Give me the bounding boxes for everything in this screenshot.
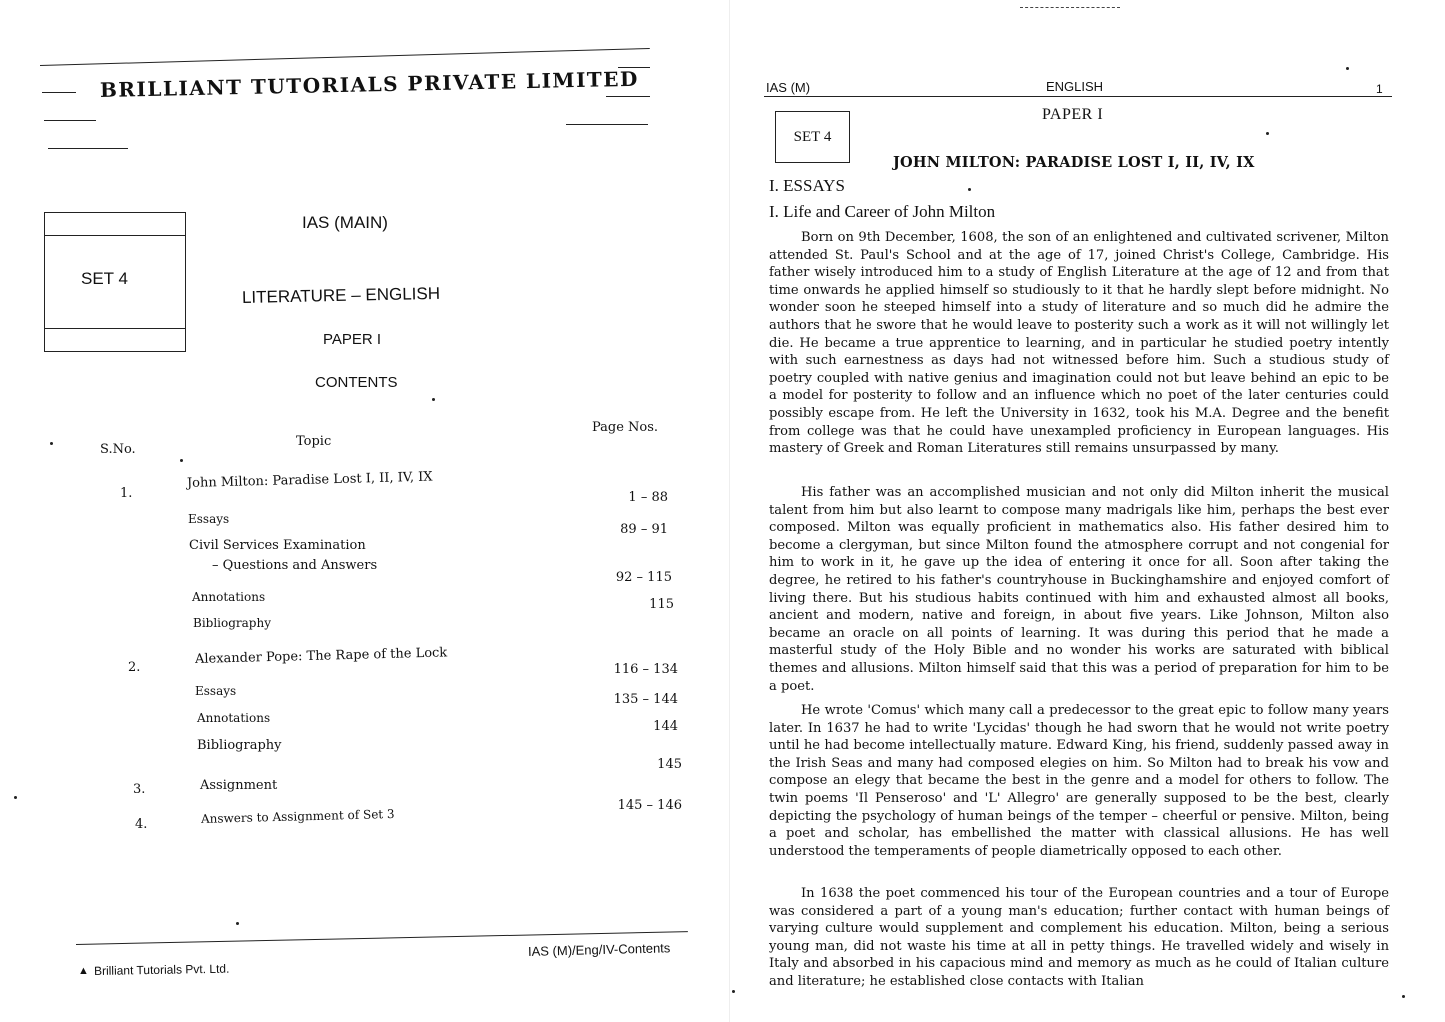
toc-section-title: Answers to Assignment of Set 3 <box>200 806 395 826</box>
rule-short-2 <box>44 120 96 121</box>
toc-item: Essays <box>195 684 237 698</box>
rule-short-1 <box>42 92 76 93</box>
speck <box>968 188 971 191</box>
toc-item: Annotations <box>197 711 271 725</box>
paper-title: PAPER I <box>323 331 382 348</box>
toc-section-title: Assignment <box>200 778 278 793</box>
body-paragraph: His father was an accomplished musician and not only did Milton inherit the musical talent from him but also learnt to compose many madrigals like him, perhaps the best ever composed. Milton was equally proficient in mathematics also. His father desired him to become a clergyman, but since Milton found the atmosphere corrupt and not congenial for him to work in it, he gave up the idea of entering it once for all. Soon after taking the degree, he retired to his father's countryhouse in Buckinghamshire and enjoyed comfort of living there. But his studious habits continued with him and exhausted almost all books, ancient and modern, native and foreign, in about five years. Like Johnson, Milton also became an oracle on all points of learning. It was during this period that he made a masterful study of the Holy Bible and no wonder his works are saturated with biblical themes and allusions. Milton himself said that this was a period of preparation for him to be a poet. <box>769 485 1389 694</box>
toc-pages: 92 – 115 <box>615 570 672 585</box>
rule-short-5 <box>566 124 648 125</box>
rule-short-3 <box>48 148 128 149</box>
speck <box>1346 67 1349 70</box>
toc-sno: 3. <box>133 782 146 797</box>
toc-pages: 89 – 91 <box>620 522 668 537</box>
body-paragraph: Born on 9th December, 1608, the son of an enlightened and cultivated scrivener, Milton attended St. Paul's School and at the age of 17, joined Christ's College, Cambridge. His father wisely introduced him to a study of English Literature at the age of 12 and from that time onwards he applied himself so studiously to it that he hardly slept before midnight. No wonder soon he steeped himself into a study of literature and so much did he admire the authors that he swore that he would leave to posterity such a work as it will not willingly let die. He became a true apprentice to learning, and in particular he studied poetry intently with such earnestness as days had not witnessed before him. Such a studious study of poetry coupled with native genius and imagination could not but leave behind an epic to be a model for posterity to follow and an influence which no poet of the later centuries could possibly escape from. He left the University in 1632, took his M.A. Degree and the benefit from college was that he could have unexampled proficiency in European languages. His mastery of Greek and Roman Literatures still remains unsurpassed by many. <box>769 230 1389 457</box>
speck <box>180 459 183 462</box>
toc-pages: 135 – 144 <box>613 692 678 707</box>
speck <box>236 922 239 925</box>
rule-short-4 <box>606 96 650 97</box>
speck <box>14 796 17 799</box>
page-gutter <box>729 0 730 1022</box>
header-rule <box>764 96 1392 97</box>
work-title: JOHN MILTON: PARADISE LOST I, II, IV, IX <box>893 154 1255 171</box>
toc-pages: 116 – 134 <box>613 662 678 677</box>
speck <box>50 442 53 445</box>
header-center: ENGLISH <box>1046 79 1104 94</box>
page-number: 1 <box>1376 82 1383 96</box>
toc-item-sub: – Questions and Answers <box>212 558 378 573</box>
toc-pages: 145 – 146 <box>617 798 682 813</box>
footer-company: Brilliant Tutorials Pvt. Ltd. <box>93 961 230 978</box>
toc-pages: 145 <box>657 757 682 772</box>
toc-item: Bibliography <box>197 738 282 753</box>
set-label-box: SET 4 <box>775 111 850 163</box>
toc-item: Bibliography <box>193 616 271 630</box>
body-paragraph: In 1638 the poet commenced his tour of the European countries and a tour of Europe was considered a part of a young man's education; further contact with human beings of varying culture would supplement and complement his education. Milton, being a serious young man, did not waste his time at all in petty things. He travelled widely and wisely in Italy and absorbed in his capacious mind and memory as much as he could of Italian culture and literature; he established close contacts with Italian <box>769 886 1389 989</box>
toc-section-title: John Milton: Paradise Lost I, II, IV, IX <box>186 469 433 491</box>
exam-title: IAS (MAIN) <box>302 213 388 232</box>
toc-sno: 1. <box>120 486 133 501</box>
speck <box>1402 995 1405 998</box>
body-paragraph: He wrote 'Comus' which many call a predecessor to the great epic to follow many years later. In 1637 he had to write 'Lycidas' though he had sworn that he would not write poetry until he had become intellectually mature. Edward King, his friend, suddenly passed away in the Irish Seas and many had composed elegies on him. So Milton had to break his vow and compose an elegy that became the best in the genre and a model for others to follow. The twin poems 'Il Penseroso' and 'L' Allegro' are generally supposed to be the best, clearly depicting the psychology of human beings of the temper – cheerful or pensive. Milton, being a poet and scholar, has embellished the matter with classical allusions. He has well understood the temperaments of people diametrically opposed to each other. <box>769 703 1389 859</box>
top-dash <box>1020 7 1120 8</box>
toc-item: Annotations <box>192 590 266 604</box>
toc-sno: 4. <box>135 817 148 832</box>
paper-heading: PAPER I <box>1042 106 1104 123</box>
col-pages: Page Nos. <box>592 420 659 435</box>
speck <box>1266 132 1269 135</box>
speck <box>732 990 735 993</box>
col-sno: S.No. <box>100 442 136 457</box>
toc-section-title: Alexander Pope: The Rape of the Lock <box>194 645 448 667</box>
header-left: IAS (M) <box>766 80 811 95</box>
section-heading: I. ESSAYS <box>769 176 845 195</box>
company-name: BRILLIANT TUTORIALS PRIVATE LIMITED <box>99 66 640 102</box>
subject-title: LITERATURE – ENGLISH <box>241 283 441 307</box>
set-label: SET 4 <box>81 269 128 288</box>
contents-title: CONTENTS <box>315 374 398 391</box>
set-box <box>44 212 186 352</box>
toc-pages: 1 – 88 <box>628 490 668 505</box>
footer-logo-icon: ▲ <box>78 965 89 977</box>
speck <box>432 398 435 401</box>
col-topic: Topic <box>296 434 332 449</box>
toc-sno: 2. <box>128 660 141 675</box>
top-rule <box>40 48 650 66</box>
toc-item: Civil Services Examination <box>189 538 366 553</box>
toc-pages: 115 <box>649 597 674 612</box>
toc-pages: 144 <box>653 719 678 734</box>
footer-code: IAS (M)/Eng/IV-Contents <box>527 940 671 959</box>
subsection-heading: I. Life and Career of John Milton <box>769 202 996 221</box>
toc-item: Essays <box>188 512 230 526</box>
